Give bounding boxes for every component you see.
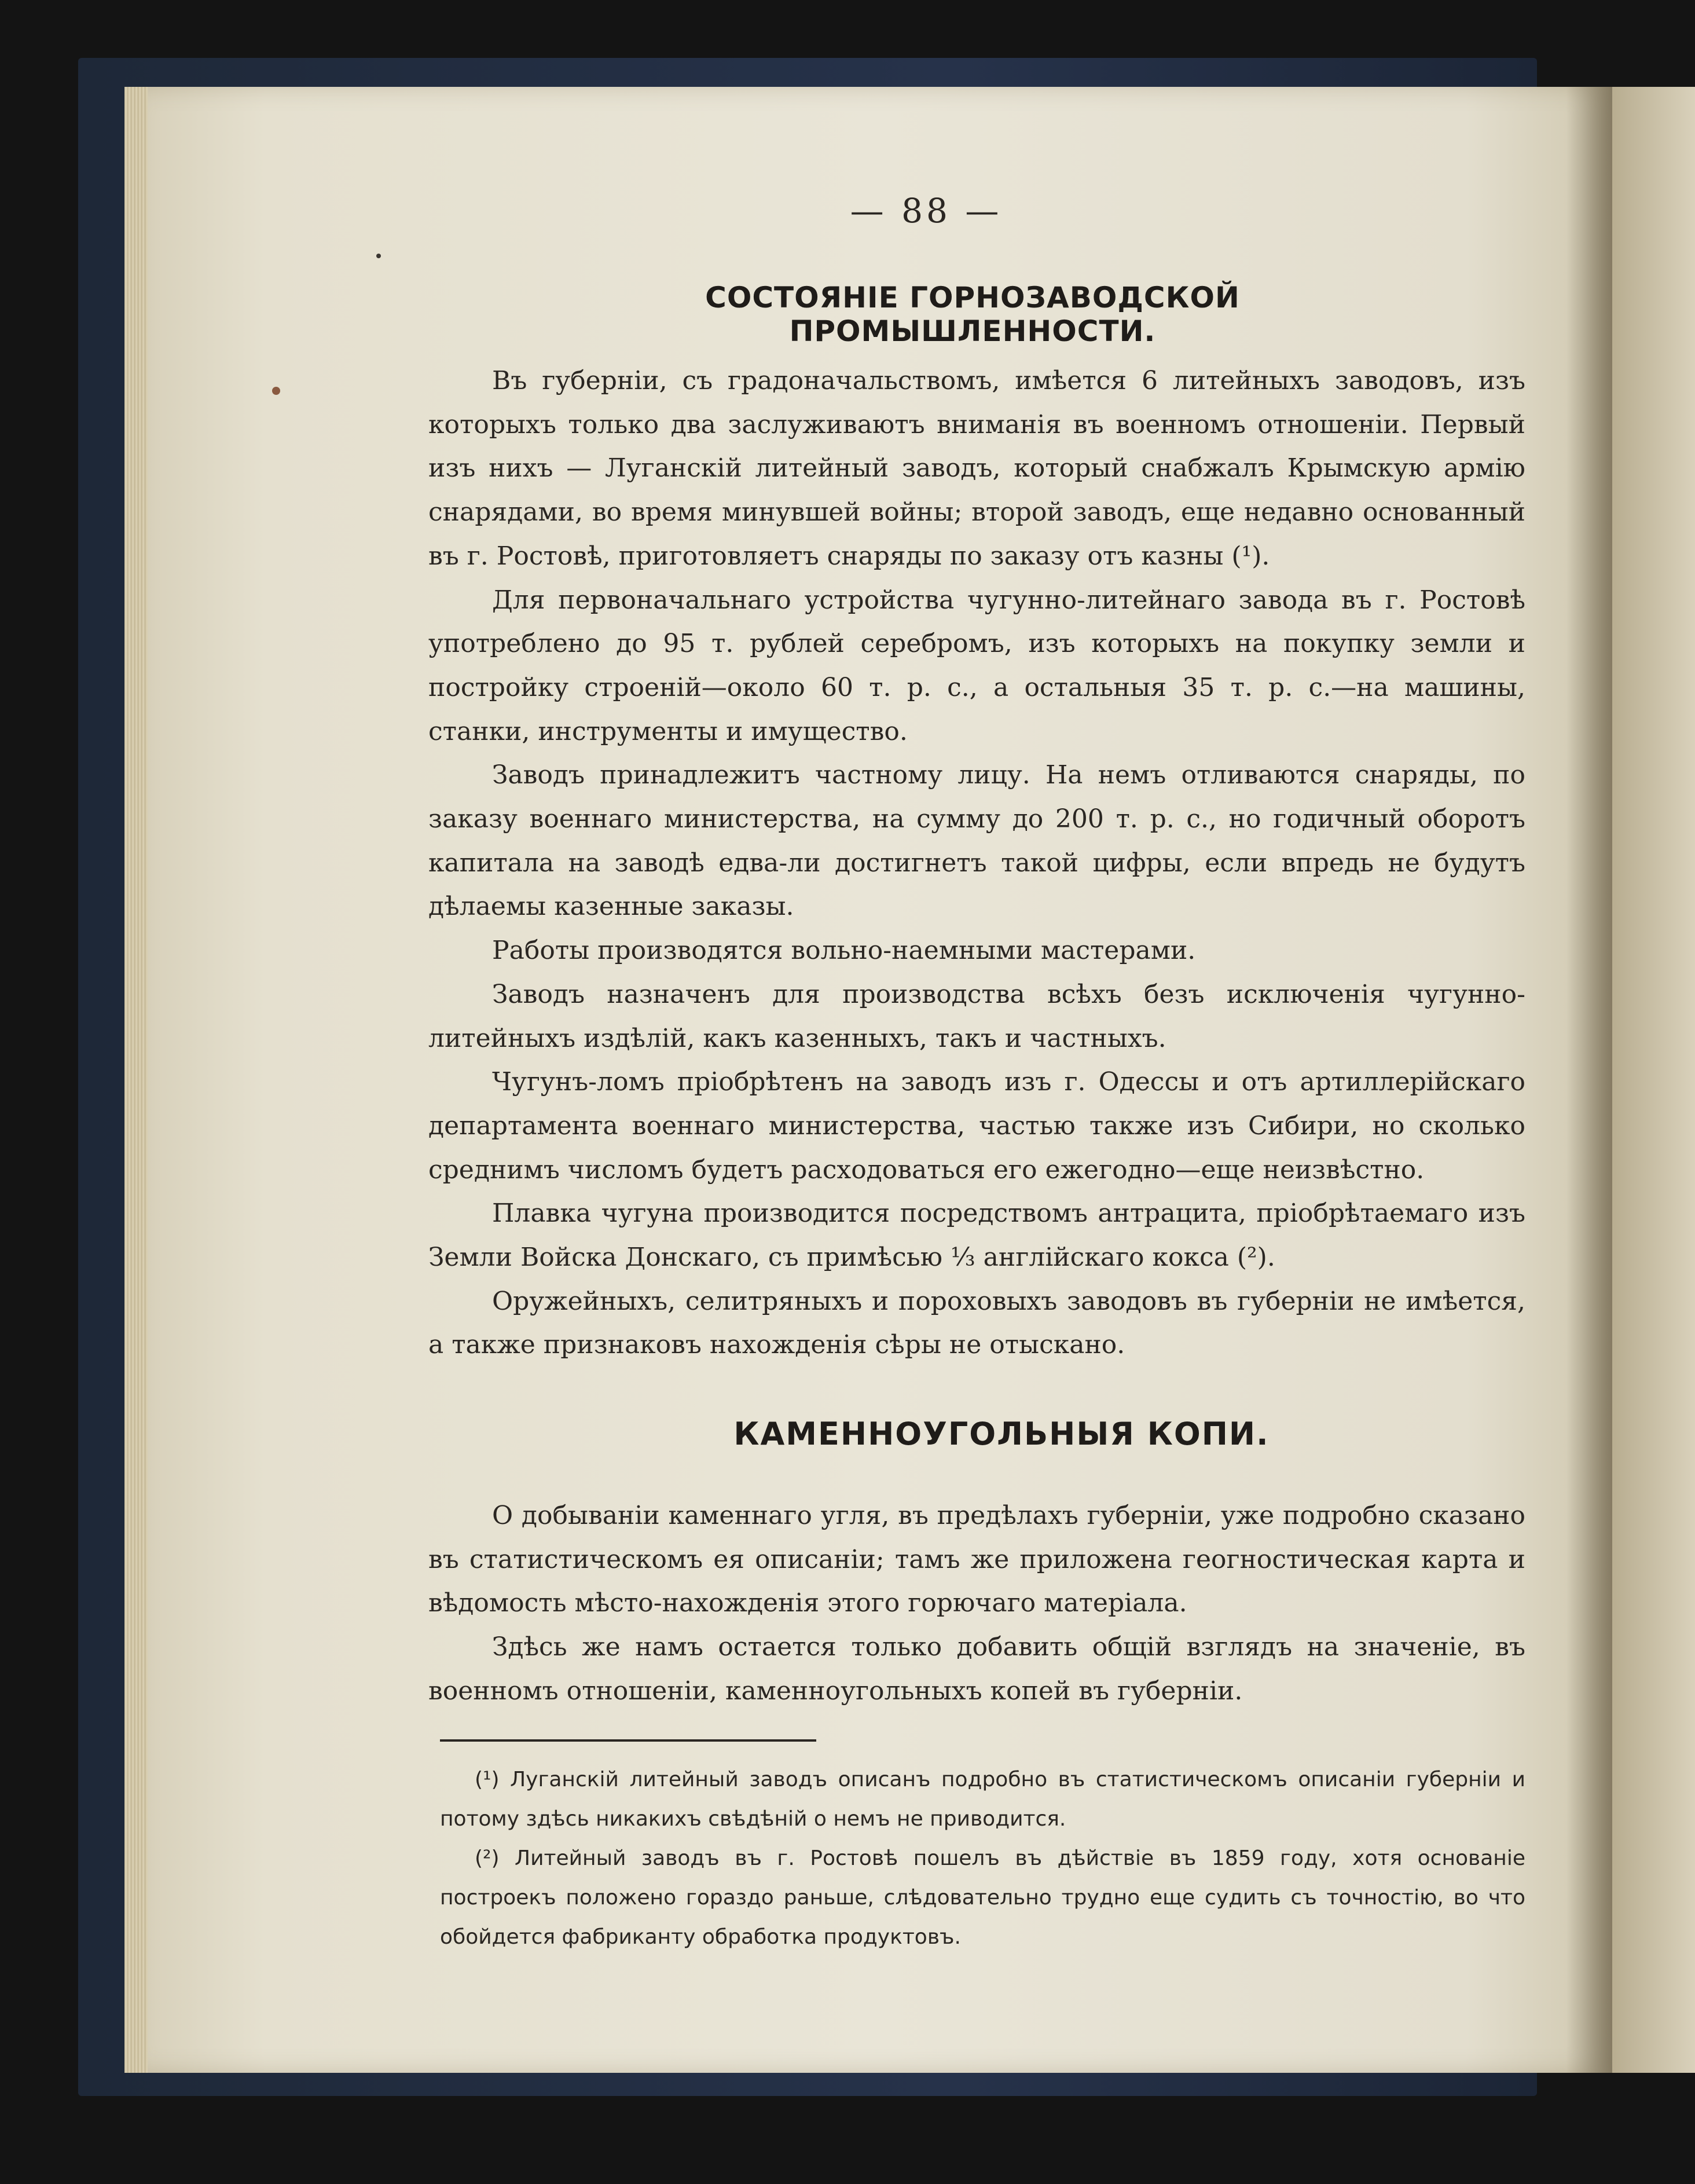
footnote-separator (440, 1739, 816, 1742)
paper-spot (272, 387, 280, 395)
paragraph: Заводъ принадлежитъ частному лицу. На немъ отливаются снаряды, по заказу военнаго министерства, на сумму до 200 т. р. с., но годичный оборотъ капитала на заводѣ едва-ли достигнетъ такой цифры, если впредь не будутъ дѣлаемы казенные заказы. (428, 760, 1525, 922)
footnotes (440, 1760, 1525, 1957)
section-title-coal-mines: КАМЕННОУГОЛЬНЫЯ КОПИ. (733, 1416, 1270, 1452)
section1-body (428, 359, 1525, 1367)
paper-spot (376, 254, 381, 258)
footnote: (¹) Луганскій литейный заводъ описанъ подробно въ статистическомъ описаніи губерніи и потому здѣсь никакихъ свѣдѣній о немъ не приводится. (440, 1768, 1525, 1831)
footnote: (²) Литейный заводъ въ г. Ростовѣ пошелъ въ дѣйствіе въ 1859 году, хотя основаніе построекъ положено гораздо раньше, слѣдовательно трудно еще судить съ точностію, во что обойдется фабриканту обработка продуктовъ. (440, 1846, 1525, 1949)
paragraph: Въ губерніи, съ градоначальствомъ, имѣется 6 литейныхъ заводовъ, изъ которыхъ только два заслуживаютъ вниманія въ военномъ отношеніи. Первый изъ нихъ — Луганскій литейный заводъ, который снабжалъ Крымскую армію снарядами, во время минувшей войны; второй заводъ, еще недавно основанный въ г. Ростовѣ, приготовляетъ снаряды по заказу отъ казны (¹). (428, 366, 1525, 571)
paragraph: Заводъ назначенъ для производства всѣхъ безъ исключенія чугунно-литейныхъ издѣлій, какъ казенныхъ, такъ и частныхъ. (428, 979, 1525, 1053)
paragraph: Для первоначальнаго устройства чугунно-литейнаго завода въ г. Ростовѣ употреблено до 95 т. рублей серебромъ, изъ которыхъ на покупку земли и постройку строеній—около 60 т. р. с., а остальныя 35 т. р. с.—на машины, станки, инструменты и имущество. (428, 585, 1525, 746)
section2-body (428, 1494, 1525, 1713)
facing-page-edge (1612, 87, 1695, 2073)
paragraph: Работы производятся вольно-наемными мастерами. (492, 936, 1196, 966)
paragraph: Здѣсь же намъ остается только добавить общій взглядъ на значеніе, въ военномъ отношеніи, каменноугольныхъ копей въ губерніи. (428, 1632, 1525, 1706)
page-gutter (1566, 87, 1612, 2073)
paragraph: Плавка чугуна производится посредствомъ антрацита, пріобрѣтаемаго изъ Земли Войска Донскаго, съ примѣсью ⅓ англійскаго кокса (²). (428, 1199, 1525, 1273)
paragraph: Оружейныхъ, селитряныхъ и пороховыхъ заводовъ въ губерніи не имѣется, а также признаковъ нахожденія сѣры не отыскано. (428, 1286, 1525, 1360)
section-title-mining-industry: СОСТОЯНІЕ ГОРНОЗАВОДСКОЙ ПРОМЫШЛЕННОСТИ. (705, 281, 1240, 348)
paragraph: О добываніи каменнаго угля, въ предѣлахъ губерніи, уже подробно сказано въ статистическомъ ея описаніи; тамъ же приложена геогностическая карта и вѣдомость мѣсто-нахожденія этого горючаго матеріала. (428, 1501, 1525, 1618)
page-number: — 88 — (850, 191, 1003, 230)
paragraph: Чугунъ-ломъ пріобрѣтенъ на заводъ изъ г. Одессы и отъ артиллерійскаго департамента военнаго министерства, частью также изъ Сибири, но сколько среднимъ числомъ будетъ расходоваться его ежегодно—еще неизвѣстно. (428, 1067, 1525, 1185)
